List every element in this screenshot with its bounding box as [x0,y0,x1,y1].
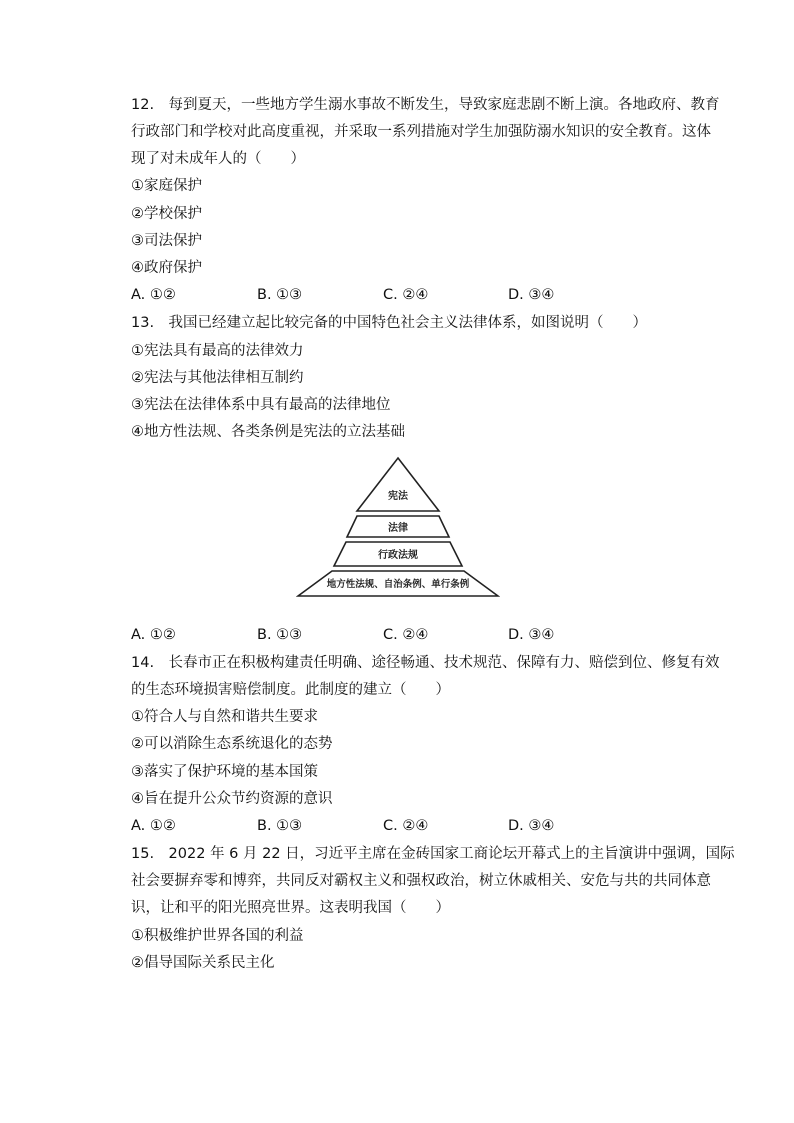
legal-system-pyramid-diagram [296,456,500,601]
option-b: B. ①③ [257,627,303,643]
question-15-stem-line-1: 15. 2022 年 6 月 22 日，习近平主席在金砖国家工商论坛开幕式上的主旨演讲中强调，国际 [131,846,735,862]
option-c: C. ②④ [383,818,429,834]
question-13-item-3: ③宪法在法律体系中具有最高的法律地位 [131,397,391,413]
pyramid-level-1-shape [357,458,439,511]
option-d: D. ③④ [508,818,555,834]
question-13-options [131,625,671,645]
option-a: A. ①② [131,287,176,303]
question-12-options [131,285,671,305]
question-12-item-1: ①家庭保护 [131,178,202,194]
question-12-stem-line-3: 现了对未成年人的（ ） [131,151,305,167]
option-d: D. ③④ [508,287,555,303]
question-14-stem-line-2: 的生态环境损害赔偿制度。此制度的建立（ ） [131,682,450,698]
option-c: C. ②④ [383,287,429,303]
question-12-item-4: ④政府保护 [131,260,202,276]
question-15-item-1: ①积极维护世界各国的利益 [131,928,304,944]
option-b: B. ①③ [257,818,303,834]
question-12-item-3: ③司法保护 [131,233,202,249]
question-13-stem-line-1: 13. 我国已经建立起比较完备的中国特色社会主义法律体系，如图说明（ ） [131,315,648,331]
question-12-stem-line-2: 行政部门和学校对此高度重视，并采取一系列措施对学生加强防溺水知识的安全教育。这体 [131,124,711,140]
option-b: B. ①③ [257,287,303,303]
question-12-stem-line-1: 12. 每到夏天，一些地方学生溺水事故不断发生，导致家庭悲剧不断上演。各地政府、教育 [131,97,720,113]
question-13-item-2: ②宪法与其他法律相互制约 [131,370,304,386]
question-14-item-2: ②可以消除生态系统退化的态势 [131,736,333,752]
question-14-item-4: ④旨在提升公众节约资源的意识 [131,791,333,807]
option-c: C. ②④ [383,627,429,643]
question-14-stem-line-1: 14. 长春市正在积极构建责任明确、途径畅通、技术规范、保障有力、赔偿到位、修复有效 [131,655,720,671]
question-14-item-3: ③落实了保护环境的基本国策 [131,764,318,780]
option-d: D. ③④ [508,627,555,643]
question-13-item-4: ④地方性法规、各类条例是宪法的立法基础 [131,424,405,440]
pyramid-level-4-label: 地方性法规、自治条例、单行条例 [326,579,470,590]
question-14-item-1: ①符合人与自然和谐共生要求 [131,709,318,725]
question-15-stem-line-2: 社会要摒弃零和博弈，共同反对霸权主义和强权政治，树立休戚相关、安危与共的共同体意 [131,873,711,889]
question-15-stem-line-3: 识，让和平的阳光照亮世界。这表明我国（ ） [131,900,450,916]
question-12-item-2: ②学校保护 [131,206,202,222]
pyramid-level-3-label: 行政法规 [378,550,418,561]
pyramid-level-1-label: 宪法 [388,491,408,502]
option-a: A. ①② [131,627,176,643]
option-a: A. ①② [131,818,176,834]
question-13-item-1: ①宪法具有最高的法律效力 [131,343,304,359]
pyramid-level-2-label: 法律 [388,523,408,534]
question-14-options [131,816,671,836]
question-15-item-2: ②倡导国际关系民主化 [131,955,275,971]
